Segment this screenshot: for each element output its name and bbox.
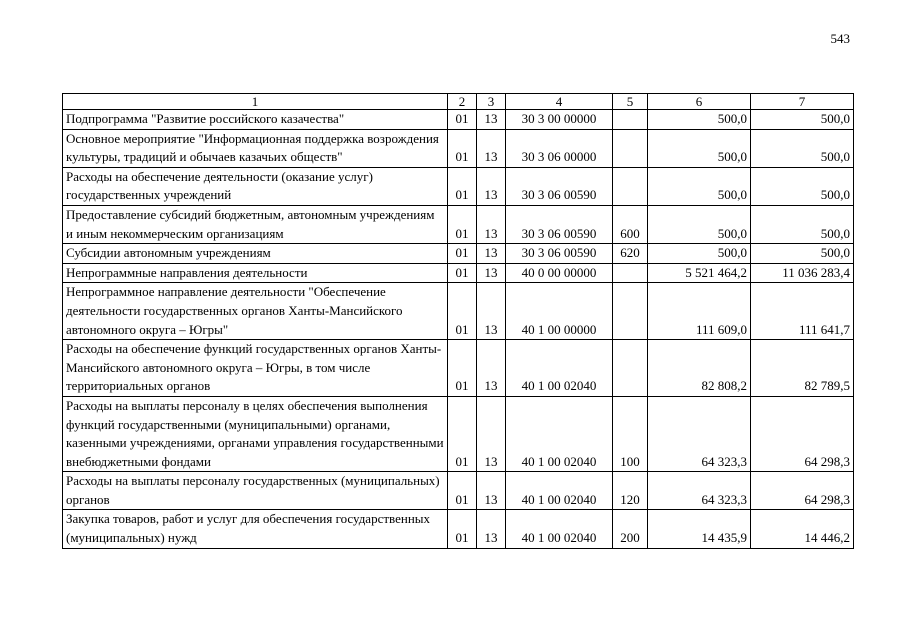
row-amount-2: 500,0 [751, 244, 854, 264]
row-target-code: 30 3 00 00000 [506, 110, 613, 130]
row-amount-2: 14 446,2 [751, 510, 854, 548]
table-row [63, 167, 854, 205]
row-subsection: 13 [477, 110, 506, 130]
row-amount-2: 500,0 [751, 205, 854, 243]
row-subsection: 13 [477, 340, 506, 397]
row-subsection: 13 [477, 283, 506, 340]
row-amount-1: 14 435,9 [648, 510, 751, 548]
row-name: Непрограммное направление деятельности "Обеспечение деятельности государственных органов Ханты-Мансийского автономного округа – Югры" [63, 283, 448, 340]
row-amount-2: 64 298,3 [751, 396, 854, 471]
table-row [63, 263, 854, 283]
row-section: 01 [448, 205, 477, 243]
row-amount-1: 64 323,3 [648, 472, 751, 510]
header-cell: 7 [751, 94, 854, 110]
row-amount-1: 5 521 464,2 [648, 263, 751, 283]
table-row [63, 510, 854, 548]
row-expense-type [613, 129, 648, 167]
row-subsection: 13 [477, 167, 506, 205]
row-amount-2: 500,0 [751, 167, 854, 205]
row-name: Подпрограмма "Развитие российского казачества" [63, 110, 448, 130]
budget-table [62, 93, 854, 549]
row-amount-1: 500,0 [648, 205, 751, 243]
row-section: 01 [448, 283, 477, 340]
row-expense-type: 100 [613, 396, 648, 471]
row-section: 01 [448, 396, 477, 471]
header-cell: 4 [506, 94, 613, 110]
row-target-code: 40 1 00 02040 [506, 396, 613, 471]
table-row [63, 283, 854, 340]
table-row [63, 244, 854, 264]
row-subsection: 13 [477, 263, 506, 283]
table-row [63, 472, 854, 510]
row-expense-type [613, 263, 648, 283]
row-expense-type: 620 [613, 244, 648, 264]
row-section: 01 [448, 129, 477, 167]
row-section: 01 [448, 110, 477, 130]
row-amount-2: 11 036 283,4 [751, 263, 854, 283]
header-cell: 6 [648, 94, 751, 110]
row-target-code: 40 1 00 02040 [506, 472, 613, 510]
row-target-code: 40 1 00 00000 [506, 283, 613, 340]
row-expense-type [613, 167, 648, 205]
row-amount-1: 500,0 [648, 244, 751, 264]
row-name: Предоставление субсидий бюджетным, автономным учреждениям и иным некоммерческим организациям [63, 205, 448, 243]
row-subsection: 13 [477, 396, 506, 471]
header-cell: 1 [63, 94, 448, 110]
row-amount-2: 82 789,5 [751, 340, 854, 397]
row-target-code: 40 1 00 02040 [506, 340, 613, 397]
row-subsection: 13 [477, 244, 506, 264]
row-amount-2: 64 298,3 [751, 472, 854, 510]
row-section: 01 [448, 263, 477, 283]
row-name: Закупка товаров, работ и услуг для обеспечения государственных (муниципальных) нужд [63, 510, 448, 548]
row-name: Расходы на выплаты персоналу государственных (муниципальных) органов [63, 472, 448, 510]
row-amount-2: 500,0 [751, 110, 854, 130]
row-section: 01 [448, 510, 477, 548]
header-cell: 3 [477, 94, 506, 110]
row-expense-type: 600 [613, 205, 648, 243]
row-amount-1: 500,0 [648, 129, 751, 167]
row-target-code: 40 0 00 00000 [506, 263, 613, 283]
row-target-code: 30 3 06 00590 [506, 167, 613, 205]
row-amount-1: 500,0 [648, 110, 751, 130]
row-amount-1: 82 808,2 [648, 340, 751, 397]
table-row [63, 396, 854, 471]
row-subsection: 13 [477, 129, 506, 167]
row-target-code: 30 3 06 00590 [506, 205, 613, 243]
header-cell: 2 [448, 94, 477, 110]
row-target-code: 30 3 06 00000 [506, 129, 613, 167]
row-section: 01 [448, 472, 477, 510]
row-subsection: 13 [477, 472, 506, 510]
row-target-code: 30 3 06 00590 [506, 244, 613, 264]
row-section: 01 [448, 244, 477, 264]
row-name: Расходы на обеспечение функций государственных органов Ханты-Мансийского автономного округа – Югры, в том числе территориальных органов [63, 340, 448, 397]
table-header-row [63, 94, 854, 110]
row-name: Основное мероприятие "Информационная поддержка возрождения культуры, традиций и обычаев казачьих обществ" [63, 129, 448, 167]
row-amount-1: 111 609,0 [648, 283, 751, 340]
table-row [63, 340, 854, 397]
table-row [63, 205, 854, 243]
row-amount-2: 500,0 [751, 129, 854, 167]
row-subsection: 13 [477, 205, 506, 243]
row-name: Расходы на выплаты персоналу в целях обеспечения выполнения функций государственными (муниципальными) органами, казенными учреждениями, органами управления государственными внебюджетными фондами [63, 396, 448, 471]
row-expense-type [613, 340, 648, 397]
page-number: 543 [830, 31, 850, 46]
row-section: 01 [448, 340, 477, 397]
row-name: Непрограммные направления деятельности [63, 263, 448, 283]
row-target-code: 40 1 00 02040 [506, 510, 613, 548]
row-name: Расходы на обеспечение деятельности (оказание услуг) государственных учреждений [63, 167, 448, 205]
header-cell: 5 [613, 94, 648, 110]
row-expense-type: 120 [613, 472, 648, 510]
row-expense-type: 200 [613, 510, 648, 548]
table-row [63, 110, 854, 130]
row-expense-type [613, 110, 648, 130]
row-expense-type [613, 283, 648, 340]
row-subsection: 13 [477, 510, 506, 548]
row-amount-1: 64 323,3 [648, 396, 751, 471]
row-amount-2: 111 641,7 [751, 283, 854, 340]
row-section: 01 [448, 167, 477, 205]
table-row [63, 129, 854, 167]
row-amount-1: 500,0 [648, 167, 751, 205]
row-name: Субсидии автономным учреждениям [63, 244, 448, 264]
